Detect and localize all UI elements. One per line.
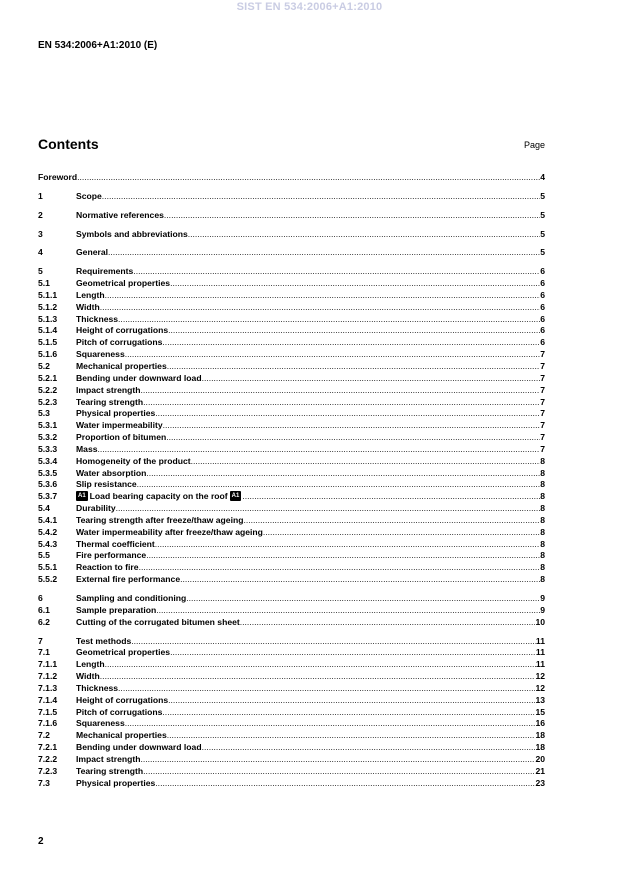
toc-entry-number: 5.4.3 <box>38 538 58 549</box>
dot-leader <box>170 278 540 290</box>
toc-entry-page: 6 <box>540 313 545 324</box>
toc-entry-number: 5.3.6 <box>38 479 58 490</box>
toc-entry-title: Height of corrugations <box>76 325 169 336</box>
toc-entry-number: 5.1.3 <box>38 313 58 324</box>
toc-entry-number: 7.1.1 <box>38 659 58 670</box>
toc-entry-page: 8 <box>540 467 545 478</box>
toc-entry[interactable] <box>38 337 545 349</box>
toc-entry-page: 8 <box>540 526 545 537</box>
toc-entry-title: Bending under downward load <box>76 742 202 753</box>
standard-id: EN 534:2006+A1:2010 (E) <box>38 40 158 51</box>
page-number: 2 <box>38 836 44 847</box>
toc-entry-page: 8 <box>540 503 545 514</box>
dot-leader <box>164 210 540 222</box>
toc-entry[interactable] <box>38 515 545 527</box>
toc-entry-title: Proportion of bitumen <box>76 432 167 443</box>
toc-entry-page: 18 <box>535 730 545 741</box>
toc-entry-page: 9 <box>540 593 545 603</box>
toc-entry-page: 7 <box>540 432 545 443</box>
dot-leader <box>155 539 540 551</box>
toc-entry-number: 7.1.5 <box>38 706 58 717</box>
toc-entry-page: 5 <box>540 247 545 258</box>
toc-entry-page: 5 <box>540 228 545 239</box>
toc-entry[interactable] <box>38 468 545 480</box>
toc-entry-number: 5.1.2 <box>38 301 58 312</box>
toc-entry-number: 5.3.7 <box>38 491 58 502</box>
toc-entry-number: 5 <box>38 266 43 277</box>
toc-entry-title: Mechanical properties <box>76 360 167 371</box>
toc-entry-title: Geometrical properties <box>76 647 171 658</box>
toc-entry-page: 18 <box>535 742 545 753</box>
toc-entry-title: Fire performance <box>76 550 147 561</box>
toc-entry-number: 7.1.2 <box>38 671 58 682</box>
toc-entry-page: 6 <box>540 266 545 277</box>
toc-entry-page: 7 <box>540 396 545 407</box>
toc-entry-title: Mechanical properties <box>76 730 167 741</box>
toc-entry[interactable] <box>38 432 545 444</box>
toc-entry-page: 8 <box>540 479 545 490</box>
toc-entry-number: 5.3.2 <box>38 432 58 443</box>
toc-entry-number: 5.4.2 <box>38 526 58 537</box>
toc-entry-number: 6.2 <box>38 616 50 627</box>
toc-entry-number: 6 <box>38 593 43 603</box>
toc-entry-page: 7 <box>540 443 545 454</box>
toc-entry-number: 5.2.1 <box>38 372 58 383</box>
toc-entry[interactable] <box>38 503 545 515</box>
toc-entry[interactable] <box>38 574 545 586</box>
toc-entry-page: 8 <box>540 550 545 561</box>
toc-entry[interactable] <box>38 172 545 184</box>
dot-leader <box>125 349 540 361</box>
toc-entry-number: 5.3.5 <box>38 467 58 478</box>
toc-entry[interactable] <box>38 290 545 302</box>
amendment-start-marker: A1 <box>78 493 86 500</box>
toc-entry-page: 6 <box>540 301 545 312</box>
toc-entry[interactable] <box>38 647 545 659</box>
toc-entry-title: Water impermeability <box>76 420 163 431</box>
toc-entry-number: 7.2.3 <box>38 765 58 776</box>
dot-leader <box>77 172 540 184</box>
toc-entry[interactable] <box>38 730 545 742</box>
toc-entry-page: 6 <box>540 278 545 289</box>
toc-entry-title: Bending under downward load <box>76 372 202 383</box>
toc-entry-number: 5.5.2 <box>38 574 58 585</box>
dot-leader <box>108 247 540 259</box>
dot-leader <box>163 420 541 432</box>
toc-entry[interactable] <box>38 397 545 409</box>
toc-entry-title: Tearing strength after freeze/thaw ageing <box>76 514 244 525</box>
toc-entry[interactable] <box>38 349 545 361</box>
toc-entry-page: 15 <box>535 706 545 717</box>
toc-entry[interactable] <box>38 278 545 290</box>
toc-entry-title: Geometrical properties <box>76 278 171 289</box>
toc-entry-title: Physical properties <box>76 408 156 419</box>
toc-entry[interactable] <box>38 707 545 719</box>
toc-entry-page: 16 <box>535 718 545 729</box>
toc-entry[interactable] <box>38 539 545 551</box>
dot-leader <box>170 647 536 659</box>
toc-entry-title: Tearing strength <box>76 765 144 776</box>
toc-entry-title: Symbols and abbreviations <box>76 228 188 239</box>
toc-entry-title: Squareness <box>76 718 125 729</box>
toc-entry[interactable] <box>38 479 545 491</box>
toc-entry-page: 11 <box>535 647 545 658</box>
toc-entry-page: 8 <box>540 514 545 525</box>
dot-leader <box>137 479 541 491</box>
dot-leader <box>139 562 541 574</box>
toc-entry-title: Impact strength <box>76 753 141 764</box>
toc-entry-number: 5.2 <box>38 360 50 371</box>
toc-entry[interactable] <box>38 302 545 314</box>
dot-leader <box>240 617 536 629</box>
toc-entry-title: Tearing strength <box>76 396 144 407</box>
toc-entry-number: 5.1.6 <box>38 349 58 360</box>
toc-entry-title: Pitch of corrugations <box>76 706 163 717</box>
toc-entry-number: 2 <box>38 209 43 220</box>
toc-entry-page: 6 <box>540 337 545 348</box>
dot-leader <box>168 325 540 337</box>
toc-entry-page: 5 <box>540 190 545 201</box>
dot-leader <box>143 766 535 778</box>
dot-leader <box>156 605 540 617</box>
dot-leader <box>186 593 540 605</box>
toc-entry-page: 20 <box>535 753 545 764</box>
toc-entry[interactable] <box>38 361 545 373</box>
toc-entry[interactable] <box>38 491 545 503</box>
toc-entry-title: Normative references <box>76 209 164 220</box>
toc-entry-page: 11 <box>535 659 545 670</box>
dot-leader <box>188 229 540 241</box>
toc-entry-title: Cutting of the corrugated bitumen sheet <box>76 616 240 627</box>
toc-entry-page: 8 <box>540 538 545 549</box>
toc-entry-number: 7 <box>38 635 43 646</box>
toc-entry-title: Thermal coefficient <box>76 538 155 549</box>
toc-entry-title: External fire performance <box>76 574 181 585</box>
toc-entry-page: 7 <box>540 384 545 395</box>
contents-title: Contents <box>38 136 99 152</box>
dot-leader <box>116 503 541 515</box>
toc-entry-title: Thickness <box>76 682 119 693</box>
dot-leader <box>180 574 540 586</box>
toc-entry-number: 5.1.1 <box>38 289 58 300</box>
toc-entry-title: General <box>76 247 109 258</box>
toc-entry-page: 6 <box>540 325 545 336</box>
toc-entry[interactable] <box>38 754 545 766</box>
toc-entry-title: Length <box>76 289 105 300</box>
toc-entry-title: Pitch of corrugations <box>76 337 163 348</box>
toc-entry-number: 5.1 <box>38 278 50 289</box>
toc-entry[interactable] <box>38 408 545 420</box>
dot-leader <box>143 397 540 409</box>
toc-entry-title: Mass <box>76 443 98 454</box>
toc-entry[interactable] <box>38 718 545 730</box>
toc-entry[interactable] <box>38 605 545 617</box>
dot-leader <box>168 695 535 707</box>
toc-entry-title: Height of corrugations <box>76 694 169 705</box>
toc-entry[interactable] <box>38 385 545 397</box>
dot-leader <box>133 266 540 278</box>
toc-entry-number: 5.1.4 <box>38 325 58 336</box>
dot-leader <box>100 671 536 683</box>
toc-entry[interactable] <box>38 247 545 259</box>
toc-entry-number: 5.5.1 <box>38 562 58 573</box>
toc-entry[interactable] <box>38 593 545 605</box>
toc-entry-page: 21 <box>535 765 545 776</box>
toc-entry-page: 6 <box>540 289 545 300</box>
toc-entry[interactable] <box>38 683 545 695</box>
dot-leader <box>146 468 540 480</box>
dot-leader <box>263 527 540 539</box>
toc-entry-title: Width <box>76 671 100 682</box>
toc-entry[interactable] <box>38 527 545 539</box>
page-column-label: Page <box>523 140 545 150</box>
toc-entry-page: 4 <box>540 172 545 182</box>
toc-entry[interactable] <box>38 325 545 337</box>
toc-entry-number: 7.3 <box>38 777 50 788</box>
toc-entry-page: 7 <box>540 408 545 419</box>
toc-entry-number: 5.5 <box>38 550 50 561</box>
toc-entry-number: 4 <box>38 247 43 258</box>
toc-entry-number: 1 <box>38 190 43 201</box>
dot-leader <box>166 432 540 444</box>
toc-entry-page: 12 <box>535 682 545 693</box>
toc-entry[interactable] <box>38 420 545 432</box>
toc-entry[interactable] <box>38 210 545 222</box>
table-of-contents <box>38 172 545 790</box>
dot-leader <box>102 191 540 203</box>
toc-entry[interactable] <box>38 671 545 683</box>
dot-leader <box>100 302 540 314</box>
watermark: SIST EN 534:2006+A1:2010 <box>236 1 383 13</box>
dot-leader <box>140 754 535 766</box>
toc-entry-page: 11 <box>535 635 545 646</box>
toc-entry-title: Water absorption <box>76 467 147 478</box>
toc-entry-number: 7.2.2 <box>38 753 58 764</box>
toc-entry-number: 7.1.3 <box>38 682 58 693</box>
toc-entry[interactable] <box>38 636 545 648</box>
toc-entry-number: 5.3.3 <box>38 443 58 454</box>
toc-entry-title: Water impermeability after freeze/thaw ageing <box>76 526 263 537</box>
dot-leader <box>162 707 535 719</box>
dot-leader <box>191 456 541 468</box>
toc-entry-number: 7.1.4 <box>38 694 58 705</box>
toc-entry-page: 8 <box>540 574 545 585</box>
toc-entry-number: 6.1 <box>38 604 50 615</box>
toc-entry[interactable] <box>38 550 545 562</box>
toc-entry-page: 8 <box>540 455 545 466</box>
toc-entry-number: 7.1 <box>38 647 50 658</box>
toc-entry[interactable] <box>38 659 545 671</box>
toc-entry-title: Width <box>76 301 100 312</box>
toc-entry-title: Requirements <box>76 266 134 277</box>
dot-leader <box>118 683 535 695</box>
toc-entry-title: Thickness <box>76 313 119 324</box>
toc-entry[interactable] <box>38 562 545 574</box>
dot-leader <box>105 659 536 671</box>
toc-entry-page: 12 <box>535 671 545 682</box>
dot-leader <box>202 742 536 754</box>
toc-entry-page: 8 <box>540 562 545 573</box>
toc-entry[interactable] <box>38 695 545 707</box>
dot-leader <box>98 444 541 456</box>
toc-entry-number: 5.3.4 <box>38 455 58 466</box>
toc-entry-page: 5 <box>540 209 545 220</box>
toc-entry-page: 10 <box>535 616 545 627</box>
dot-leader <box>202 373 541 385</box>
toc-entry-title: Durability <box>76 503 116 514</box>
toc-entry-title: Length <box>76 659 105 670</box>
dot-leader <box>155 408 540 420</box>
toc-entry-page: 8 <box>540 491 545 502</box>
dot-leader <box>105 290 541 302</box>
toc-entry-page: 7 <box>540 360 545 371</box>
toc-entry-title: Impact strength <box>76 384 141 395</box>
toc-entry-page: 7 <box>540 420 545 431</box>
dot-leader <box>242 491 540 503</box>
toc-entry-number: 5.2.2 <box>38 384 58 395</box>
toc-entry[interactable] <box>38 444 545 456</box>
toc-entry-number: 5.4 <box>38 503 50 514</box>
toc-entry-title: Scope <box>76 190 102 201</box>
toc-entry-title: Physical properties <box>76 777 156 788</box>
dot-leader <box>131 636 536 648</box>
toc-entry[interactable] <box>38 766 545 778</box>
toc-entry[interactable] <box>38 373 545 385</box>
toc-entry-number: 5.1.5 <box>38 337 58 348</box>
toc-entry-page: 9 <box>540 604 545 615</box>
dot-leader <box>140 385 540 397</box>
toc-entry-title: Homogeneity of the product <box>76 455 191 466</box>
dot-leader <box>243 515 540 527</box>
toc-entry-number: 5.3 <box>38 408 50 419</box>
dot-leader <box>118 314 540 326</box>
toc-entry[interactable] <box>38 456 545 468</box>
toc-entry-page: 7 <box>540 372 545 383</box>
toc-entry-page: 13 <box>535 694 545 705</box>
toc-entry-number: 5.2.3 <box>38 396 58 407</box>
toc-entry-title: Sampling and conditioning <box>76 593 187 603</box>
toc-entry[interactable] <box>38 191 545 203</box>
toc-entry-title: Slip resistance <box>76 479 137 490</box>
dot-leader <box>146 550 540 562</box>
dot-leader <box>162 337 540 349</box>
toc-entry-number: 7.1.6 <box>38 718 58 729</box>
toc-entry-title: Squareness <box>76 349 125 360</box>
toc-entry[interactable] <box>38 742 545 754</box>
dot-leader <box>167 730 536 742</box>
dot-leader <box>125 718 536 730</box>
toc-entry[interactable] <box>38 266 545 278</box>
toc-entry-number: 7.2 <box>38 730 50 741</box>
toc-entry-number: 5.4.1 <box>38 514 58 525</box>
dot-leader <box>155 778 535 790</box>
toc-entry-page: 23 <box>535 777 545 788</box>
toc-entry-number: 3 <box>38 228 43 239</box>
toc-entry-title: Load bearing capacity on the roof <box>89 491 228 502</box>
toc-entry-number: 5.3.1 <box>38 420 58 431</box>
toc-entry[interactable] <box>38 617 545 629</box>
toc-entry-title: Foreword <box>38 172 78 182</box>
toc-entry-title: Test methods <box>76 635 132 646</box>
toc-entry-title: Reaction to fire <box>76 562 139 573</box>
toc-entry[interactable] <box>38 778 545 790</box>
toc-entry[interactable] <box>38 314 545 326</box>
toc-entry-page: 7 <box>540 349 545 360</box>
toc-entry[interactable] <box>38 229 545 241</box>
amendment-end-marker: A1 <box>231 493 240 500</box>
toc-entry-title: Sample preparation <box>76 604 157 615</box>
toc-entry-number: 7.2.1 <box>38 742 58 753</box>
dot-leader <box>167 361 540 373</box>
